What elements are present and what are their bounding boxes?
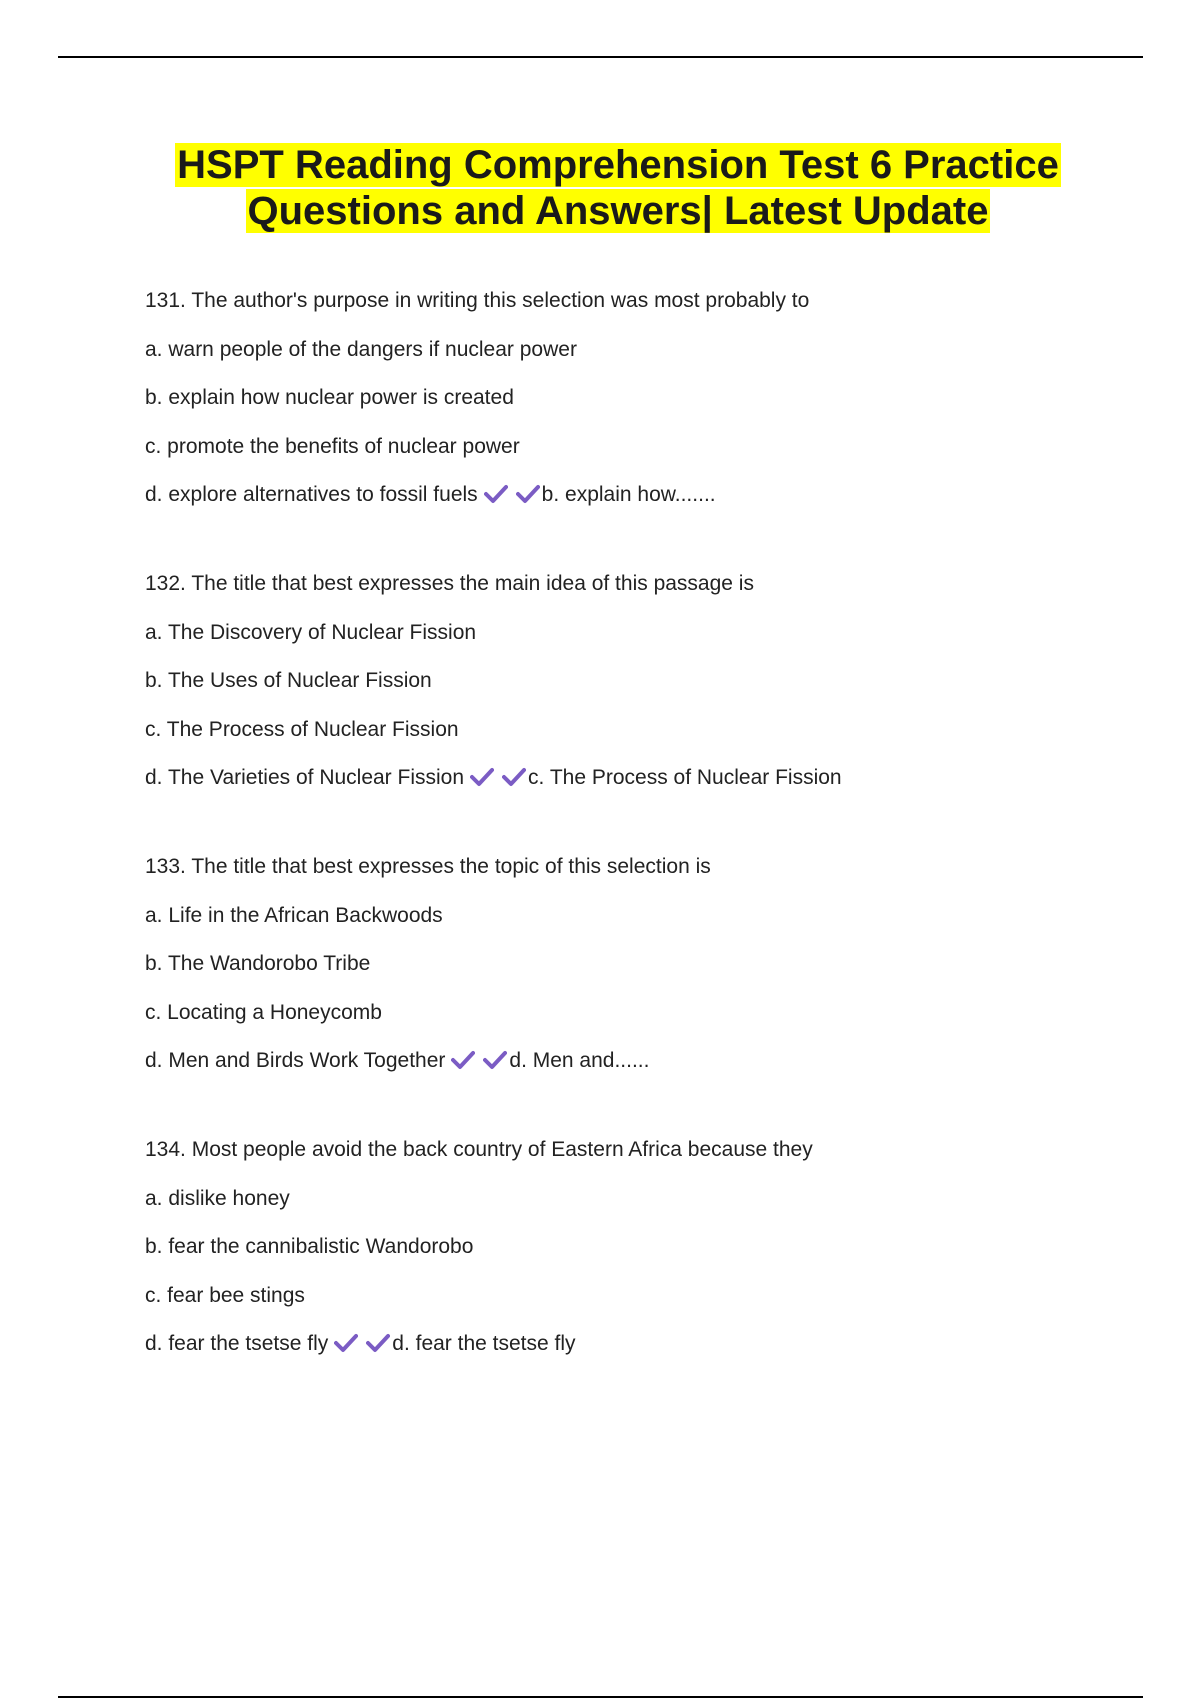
document-title bbox=[0, 142, 1200, 234]
question-131 bbox=[145, 288, 1145, 508]
option-d: d. fear the tsetse fly bbox=[145, 1332, 329, 1355]
title-line-2: Questions and Answers| Latest Update bbox=[247, 189, 989, 233]
top-rule bbox=[58, 56, 1143, 58]
check-icon bbox=[451, 1050, 475, 1070]
question-prompt: 131. The author's purpose in writing this selection was most probably to bbox=[145, 289, 810, 312]
question-prompt: 133. The title that best expresses the topic of this selection is bbox=[145, 855, 711, 878]
title-line-1: HSPT Reading Comprehension Test 6 Practice bbox=[177, 143, 1059, 187]
option-c: c. promote the benefits of nuclear power bbox=[145, 434, 520, 458]
answer-text: b. explain how....... bbox=[541, 483, 716, 506]
option-c: c. fear bee stings bbox=[145, 1283, 305, 1307]
question-prompt: 132. The title that best expresses the main idea of this passage is bbox=[145, 572, 754, 595]
option-b: b. fear the cannibalistic Wandorobo bbox=[145, 1235, 474, 1258]
option-d: d. explore alternatives to fossil fuels bbox=[145, 483, 478, 506]
option-a: a. dislike honey bbox=[145, 1186, 290, 1210]
check-icon bbox=[470, 767, 494, 787]
question-list bbox=[145, 288, 1145, 1420]
check-icon bbox=[502, 767, 526, 787]
option-d-with-answer bbox=[145, 1048, 1145, 1074]
answer-text: d. fear the tsetse fly bbox=[392, 1332, 576, 1355]
option-b: b. The Wandorobo Tribe bbox=[145, 952, 371, 975]
question-134 bbox=[145, 1137, 1145, 1357]
question-prompt: 134. Most people avoid the back country of Eastern Africa because they bbox=[145, 1138, 813, 1161]
option-c: c. Locating a Honeycomb bbox=[145, 1000, 382, 1024]
option-b: b. The Uses of Nuclear Fission bbox=[145, 669, 432, 692]
answer-text: d. Men and...... bbox=[509, 1049, 650, 1072]
question-133 bbox=[145, 854, 1145, 1074]
option-c: c. The Process of Nuclear Fission bbox=[145, 717, 459, 741]
option-d-with-answer bbox=[145, 1331, 1145, 1357]
option-a: a. warn people of the dangers if nuclear power bbox=[145, 337, 577, 361]
option-d-with-answer bbox=[145, 482, 1145, 508]
option-d: d. Men and Birds Work Together bbox=[145, 1049, 446, 1072]
option-b: b. explain how nuclear power is created bbox=[145, 386, 514, 409]
option-d-with-answer bbox=[145, 765, 1145, 791]
option-a: a. Life in the African Backwoods bbox=[145, 903, 443, 927]
option-d: d. The Varieties of Nuclear Fission bbox=[145, 766, 465, 789]
question-132 bbox=[145, 571, 1145, 791]
check-icon bbox=[483, 1050, 507, 1070]
check-icon bbox=[484, 484, 508, 504]
check-icon bbox=[334, 1333, 358, 1353]
check-icon bbox=[516, 484, 540, 504]
answer-text: c. The Process of Nuclear Fission bbox=[528, 766, 842, 789]
option-a: a. The Discovery of Nuclear Fission bbox=[145, 620, 477, 644]
bottom-rule bbox=[58, 1696, 1143, 1698]
check-icon bbox=[366, 1333, 390, 1353]
